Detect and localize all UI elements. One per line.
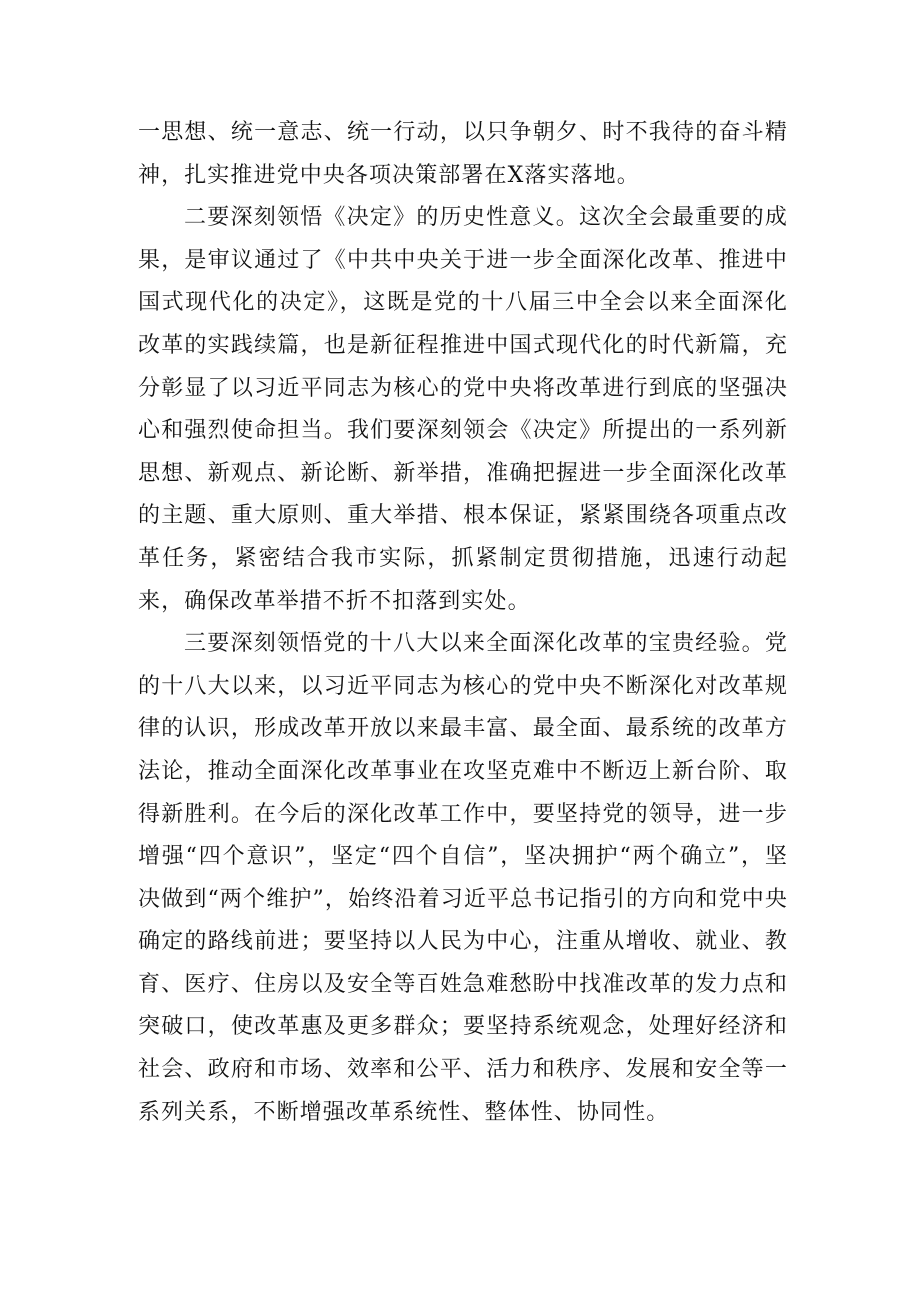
document-body bbox=[138, 112, 788, 1134]
paragraph-second-point: 二要深刻领悟《决定》的历史性意义。这次全会最重要的成果，是审议通过了《中共中央关于进一步全面深化改革、推进中国式现代化的决定》，这既是党的十八届三中全会以来全面深化改革的实践续篇，也是新征程推进中国式现代化的时代新篇，充分彰显了以习近平同志为核心的党中央将改革进行到底的坚强决心和强烈使命担当。我们要深刻领会《决定》所提出的一系列新思想、新观点、新论断、新举措，准确把握进一步全面深化改革的主题、重大原则、重大举措、根本保证，紧紧围绕各项重点改革任务，紧密结合我市实际，抓紧制定贯彻措施，迅速行动起来，确保改革举措不折不扣落到实处。 bbox=[138, 205, 788, 614]
paragraph-continuation: 一思想、统一意志、统一行动，以只争朝夕、时不我待的奋斗精神，扎实推进党中央各项决策部署在X落实落地。 bbox=[138, 120, 788, 188]
paragraph-third-point: 三要深刻领悟党的十八大以来全面深化改革的宝贵经验。党的十八大以来，以习近平同志为核心的党中央不断深化对改革规律的认识，形成改革开放以来最丰富、最全面、最系统的改革方法论，推动全面深化改革事业在攻坚克难中不断迈上新台阶、取得新胜利。在今后的深化改革工作中，要坚持党的领导，进一步增强“四个意识”，坚定“四个自信”，坚决拥护“两个确立”，坚决做到“两个维护”，始终沿着习近平总书记指引的方向和党中央确定的路线前进；要坚持以人民为中心，注重从增收、就业、教育、医疗、住房以及安全等百姓急难愁盼中找准改革的发力点和突破口，使改革惠及更多群众；要坚持系统观念，处理好经济和社会、政府和市场、效率和公平、活力和秩序、发展和安全等一系列关系，不断增强改革系统性、整体性、协同性。 bbox=[138, 631, 788, 1125]
